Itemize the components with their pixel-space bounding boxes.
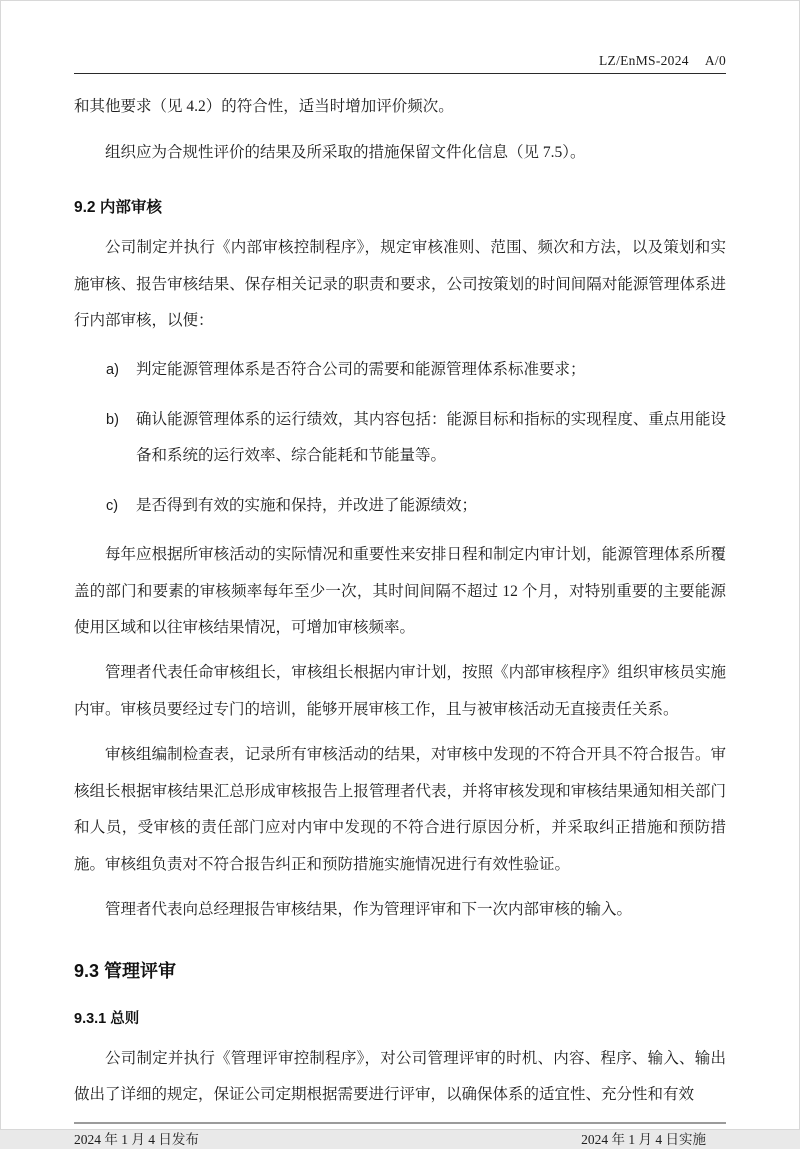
document-body (74, 74, 726, 1122)
list-marker: a) (106, 362, 119, 379)
audit-purpose-list (74, 352, 726, 524)
list-item (74, 488, 726, 524)
list-item-text: 是否得到有效的实施和保持，并改进了能源绩效； (136, 496, 478, 514)
footer-implement-date: 2024 年 1 月 4 日实施 (581, 1132, 706, 1148)
paragraph-continuation: 和其他要求（见 4.2）的符合性，适当时增加评价频次。 (74, 98, 454, 116)
paragraph-9-2-3: 管理者代表任命审核组长，审核组长根据内审计划，按照《内部审核程序》组织审核员实施内审。审核员要经过专门的培训，能够开展审核工作，且与被审核活动无直接责任关系。 (74, 664, 726, 718)
paragraph-9-3-1-1: 公司制定并执行《管理评审控制程序》，对公司管理评审的时机、内容、程序、输入、输出做出了详细的规定，保证公司定期根据需要进行评审，以确保体系的适宜性、充分性和有效 (74, 1049, 726, 1103)
footer-release-date: 2024 年 1 月 4 日发布 (74, 1132, 199, 1148)
doc-number: LZ/EnMS-2024 (598, 53, 689, 68)
paragraph-9-2-1: 公司制定并执行《内部审核控制程序》，规定审核准则、范围、频次和方法，以及策划和实施审核、报告审核结果、保存相关记录的职责和要求，公司按策划的时间间隔对能源管理体系进行内部审核，以便： (74, 239, 726, 330)
list-item-text: 判定能源管理体系是否符合公司的需要和能源管理体系标准要求； (136, 361, 586, 379)
list-marker: c) (106, 497, 119, 514)
page-header (74, 53, 726, 74)
paragraph-9-2-2: 每年应根据所审核活动的实际情况和重要性来安排日程和制定内审计划，能源管理体系所覆盖的部门和要素的审核频率每年至少一次，其时间间隔不超过 12 个月，对特别重要的主要能源使用区域和以往审核结果情况，可增加审核频率。 (74, 546, 726, 636)
section-heading-9-3: 9.3 管理评审 (74, 961, 177, 982)
list-item (74, 402, 726, 475)
list-item (74, 352, 726, 388)
list-item-text: 确认能源管理体系的运行绩效，其内容包括：能源目标和指标的实现程度、重点用能设备和系统的运行效率、综合能耗和节能量等。 (136, 410, 726, 465)
section-heading-9-2: 9.2 内部审核 (74, 199, 162, 217)
section-heading-9-3-1: 9.3.1 总则 (74, 1010, 140, 1027)
paragraph-9-2-4: 审核组编制检查表，记录所有审核活动的结果，对审核中发现的不符合开具不符合报告。审核组长根据审核结果汇总形成审核报告上报管理者代表，并将审核发现和审核结果通知相关部门和人员，受审核的责任部门应对内审中发现的不符合进行原因分析，并采取纠正措施和预防措施。审核组负责对不符合报告纠正和预防措施实施情况进行有效性验证。 (74, 746, 726, 873)
paragraph-9-2-5: 管理者代表向总经理报告审核结果，作为管理评审和下一次内部审核的输入。 (105, 900, 633, 918)
paragraph-compliance-note: 组织应为合规性评价的结果及所采取的措施保留文件化信息（见 7.5）。 (105, 143, 586, 161)
list-marker: b) (106, 411, 119, 428)
doc-revision: A/0 (704, 53, 726, 68)
page-footer (74, 1122, 726, 1149)
